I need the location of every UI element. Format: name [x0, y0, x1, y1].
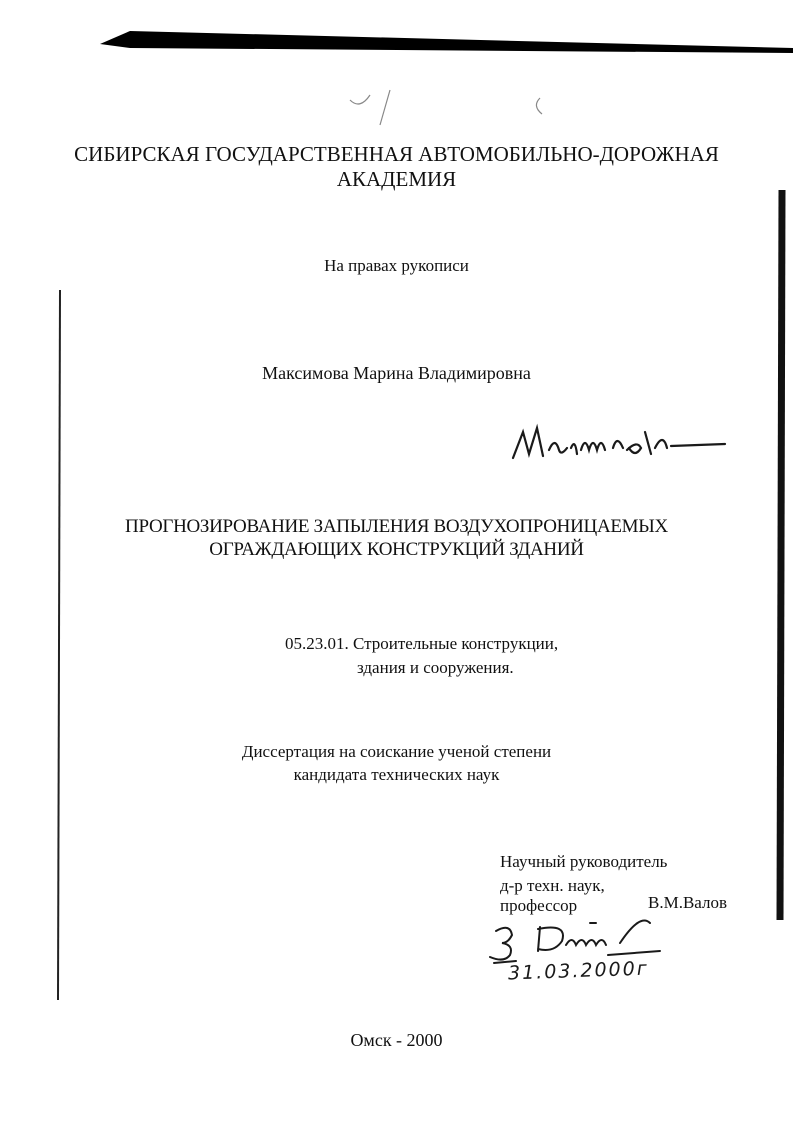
institution-line-1: СИБИРСКАЯ ГОСУДАРСТВЕННАЯ АВТОМОБИЛЬНО-ДОРОЖНАЯ [74, 142, 719, 166]
supervisor-degree: д-р техн. наук, [500, 876, 605, 895]
specialty-line-1: 05.23.01. Строительные конструкции, [285, 634, 559, 653]
scan-edge-left [0, 270, 80, 1030]
specialty-line-2: здания и сооружения. [357, 658, 514, 677]
supervisor-name: В.М.Валов [648, 893, 727, 912]
title-line-2: ОГРАЖДАЮЩИХ КОНСТРУКЦИЙ ЗДАНИЙ [209, 539, 584, 560]
title-line-1: ПРОГНОЗИРОВАНИЕ ЗАПЫЛЕНИЯ ВОЗДУХОПРОНИЦАЕМЫХ [125, 516, 668, 537]
pencil-marks [200, 80, 600, 140]
institution-line-2: АКАДЕМИЯ [336, 167, 457, 191]
manuscript-note: На правах рукописи [324, 256, 469, 275]
author-name: Максимова Марина Владимировна [262, 363, 531, 383]
city-year: Омск - 2000 [350, 1030, 443, 1050]
degree-line-1: Диссертация на соискание ученой степени [241, 742, 552, 761]
scan-edge-top [0, 0, 793, 60]
institution-name [0, 142, 793, 192]
supervisor-title: профессор [500, 896, 578, 915]
author-signature [505, 410, 735, 470]
degree-statement [0, 740, 793, 786]
dissertation-title [0, 515, 793, 561]
degree-line-2: кандидата технических наук [293, 765, 500, 784]
signature-date: 31.03.2000г [507, 957, 650, 985]
supervisor-role: Научный руководитель [500, 852, 668, 871]
